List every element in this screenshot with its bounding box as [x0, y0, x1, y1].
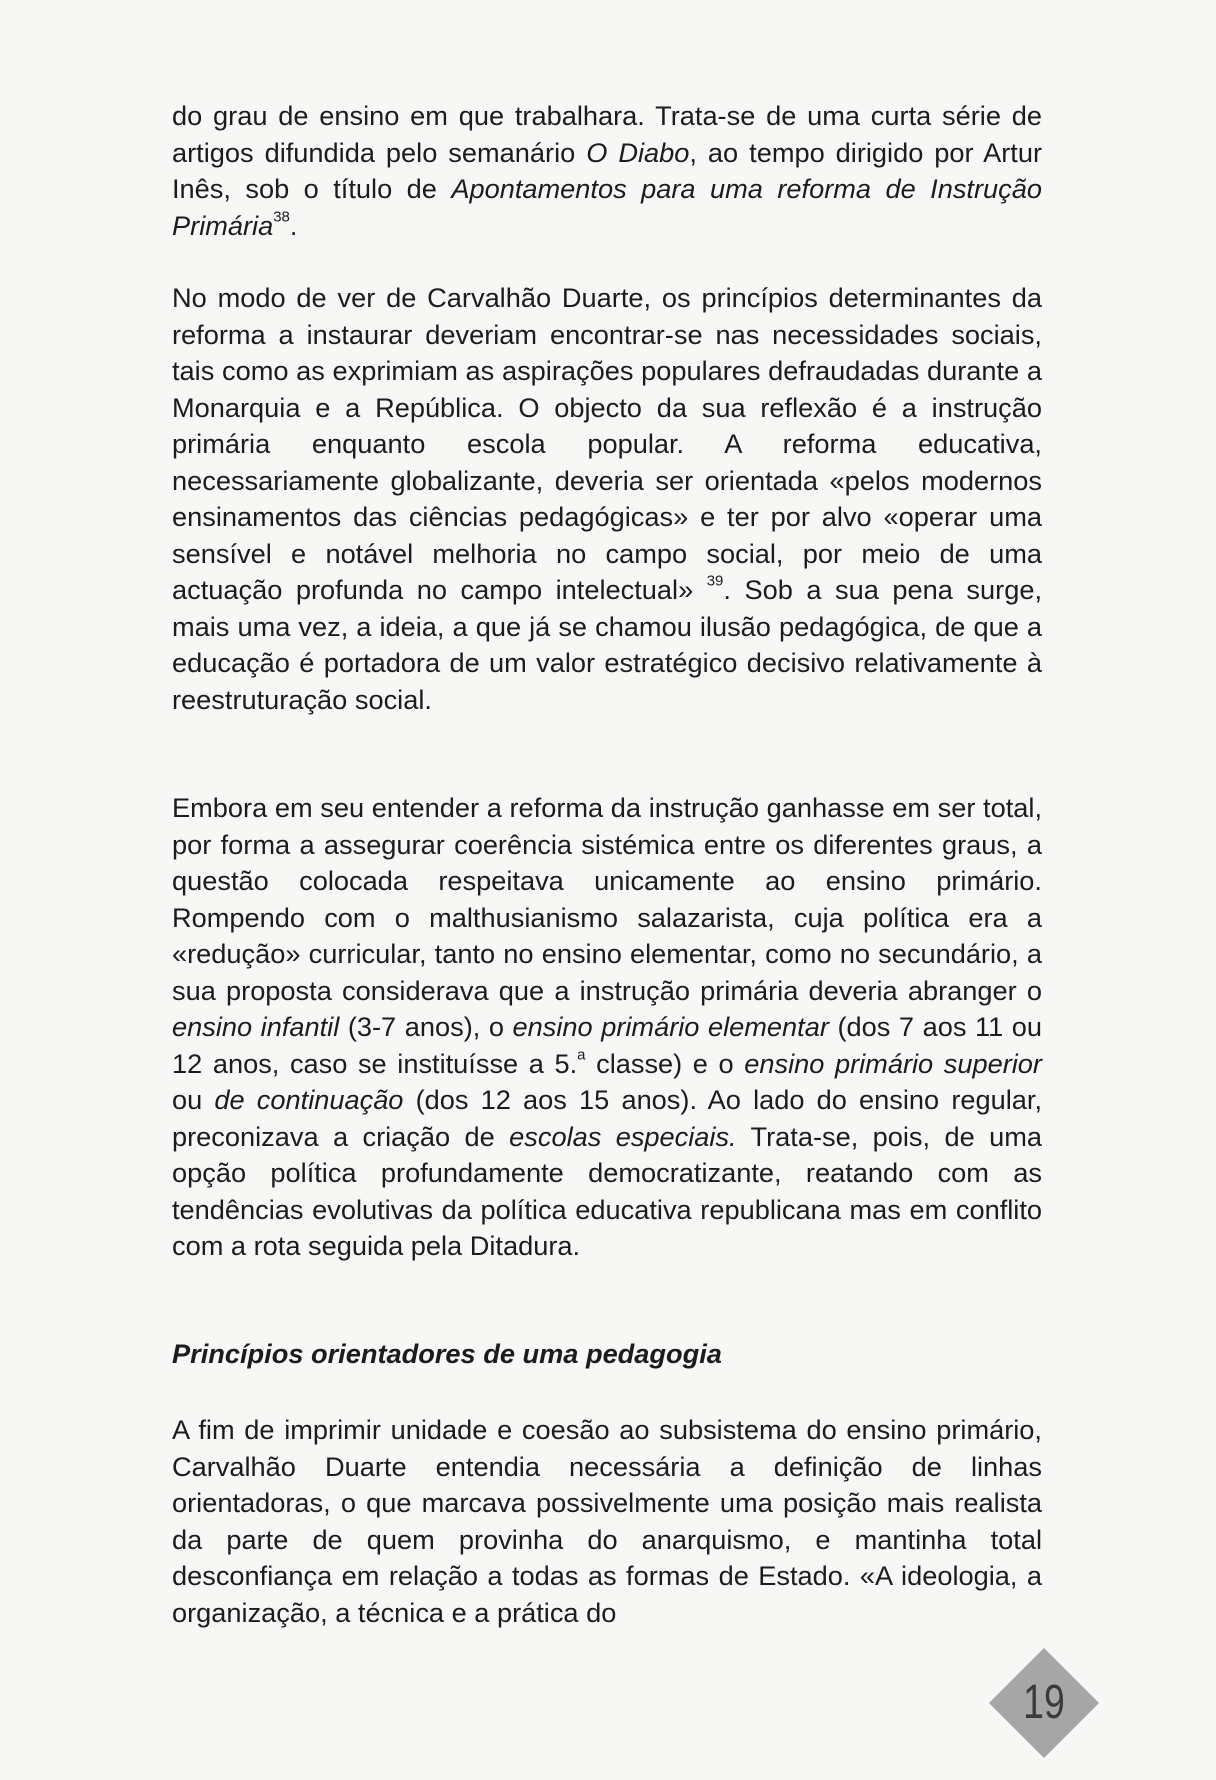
footnote-marker: a: [577, 1046, 586, 1063]
text-run: , ao tempo dirigido por Artur Inês, sob o título de: [172, 136, 1042, 204]
text-run: .: [289, 209, 298, 241]
section-heading: Princípios orientadores de uma pedagogia: [172, 1338, 722, 1369]
text-run: Embora em seu entender a reforma da instrução ganhasse em ser total, por forma a assegurar coerência sistémica entre os diferentes graus, a questão colocada respeitava unicamente ao ensino primário. Rompendo com o malthusianismo salazarista, cuja política era a «redução» curricular, tanto no ensino elementar, como no secundário, a sua proposta considerava que a instrução primária deveria abranger o: [172, 792, 1042, 1006]
text-run: do grau de ensino em que trabalhara. Trata-se de uma curta série de artigos difundida pelo semanário: [172, 100, 1042, 168]
text-run: (3-7 anos), o: [339, 1011, 513, 1042]
paragraph-2: [172, 280, 1042, 718]
italic-text: O Diabo: [586, 136, 690, 168]
paragraph-text: [172, 1412, 1042, 1631]
text-run: . Sob a sua pena surge, mais uma vez, a ideia, a que já se chamou ilusão pedagógica, de que a educação é portadora de um valor estratégico decisivo relativamente à reestruturação social.: [172, 574, 1042, 715]
footnote-marker: 38: [273, 208, 290, 225]
text-run: (dos 7 aos 11 ou 12 anos, caso se instituísse a 5.: [172, 1011, 1042, 1079]
italic-text: ensino infantil: [172, 1011, 340, 1042]
paragraph-1: [172, 98, 1042, 244]
paragraph-3: [172, 790, 1042, 1265]
paragraph-text: [172, 98, 1042, 244]
page-number: 19: [1023, 1676, 1065, 1729]
italic-text: escolas especiais.: [509, 1120, 737, 1152]
italic-text: ensino primário superior: [744, 1047, 1042, 1079]
footnote-marker: 39: [706, 572, 724, 590]
text-run: classe) e o: [585, 1047, 745, 1079]
text-run: (dos 12 aos 15 anos). Ao lado do ensino regular, preconizava a criação de: [172, 1084, 1043, 1152]
text-run: No modo de ver de Carvalhão Duarte, os princípios determinantes da reforma a instaurar deveriam encontrar-se nas necessidades sociais, tais como as exprimiam as aspirações populares defraudadas durante a Monarquia e a República. O objecto da sua reflexão é a instrução primária enquanto escola popular. A reforma educativa, necessariamente globalizante, deveria ser orientada «pelos modernos ensinamentos das ciências pedagógicas» e ter por alvo «operar uma sensível e notável melhoria no campo social, por meio de uma actuação profunda no campo intelectual»: [172, 282, 1042, 605]
paragraph-text: [172, 280, 1042, 718]
paragraph-text: [172, 790, 1042, 1265]
paragraph-4: [172, 1412, 1042, 1631]
text-run: Trata-se, pois, de uma opção política profundamente democratizante, reatando com as tendências evolutivas da política educativa republicana mas em conflito com a rota seguida pela Ditadura.: [172, 1120, 1042, 1261]
text-run: A fim de imprimir unidade e coesão ao subsistema do ensino primário, Carvalhão Duarte entendia necessária a definição de linhas orientadoras, o que marcava possivelmente uma posição mais realista da parte de quem provinha do anarquismo, e mantinha total desconfiança em relação a todas as formas de Estado. «A ideologia, a organização, a técnica e a prática do: [172, 1414, 1042, 1628]
italic-text: de continuação: [214, 1084, 404, 1115]
italic-text: Apontamentos para uma reforma de Instrução Primária: [172, 173, 1042, 241]
text-run: ou: [172, 1084, 215, 1115]
page-number-badge: [989, 1648, 1099, 1758]
italic-text: ensino primário elementar: [512, 1011, 829, 1042]
